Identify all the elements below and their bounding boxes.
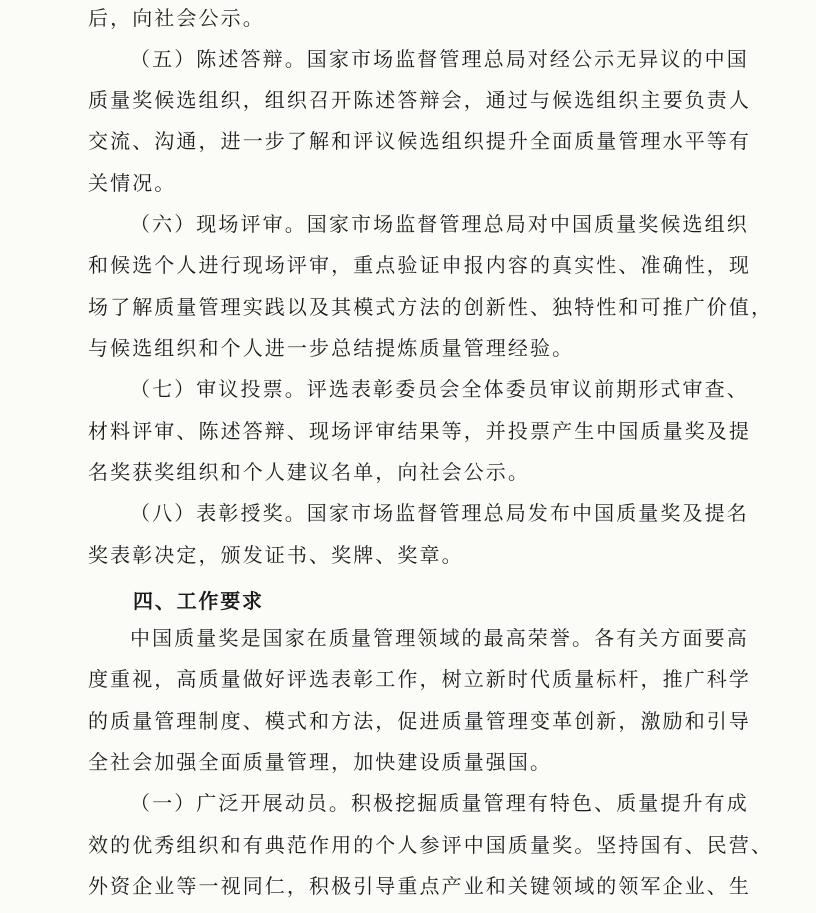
text-line-paragraph-start: 中国质量奖是国家在质量管理领域的最高荣誉。各有关方面要高 (130, 626, 749, 650)
text-line-paragraph-start: （七）审议投票。评选表彰委员会全体委员审议前期形式审查、 (130, 377, 749, 401)
text-line: 后，向社会公示。 (88, 6, 265, 30)
text-line: 名奖获奖组织和个人建议名单，向社会公示。 (88, 460, 530, 484)
text-line: 外资企业等一视同仁，积极引导重点产业和关键领域的领军企业、生 (88, 874, 751, 898)
text-line-paragraph-start: （一）广泛开展动员。积极挖掘质量管理有特色、质量提升有成 (130, 791, 749, 815)
text-line: 全社会加强全面质量管理，加快建设质量强国。 (88, 750, 553, 774)
text-line-paragraph-start: （五）陈述答辩。国家市场监督管理总局对经公示无异议的中国 (130, 47, 749, 71)
text-line: 奖表彰决定，颁发证书、奖牌、奖章。 (88, 543, 464, 567)
text-line-paragraph-start: （六）现场评审。国家市场监督管理总局对中国质量奖候选组织 (130, 212, 749, 236)
text-line: 关情况。 (88, 171, 177, 195)
text-line: 效的优秀组织和有典范作用的个人参评中国质量奖。坚持国有、民营、 (88, 833, 774, 857)
text-line-paragraph-start: （八）表彰授奖。国家市场监督管理总局发布中国质量奖及提名 (130, 501, 749, 525)
text-line: 和候选个人进行现场评审，重点验证申报内容的真实性、准确性，现 (88, 253, 751, 277)
text-line: 交流、沟通，进一步了解和评议候选组织提升全面质量管理水平等有 (88, 129, 751, 153)
text-line: 的质量管理制度、模式和方法，促进质量管理变革创新，激励和引导 (88, 709, 751, 733)
text-line: 场了解质量管理实践以及其模式方法的创新性、独特性和可推广价值， (88, 295, 774, 319)
text-line: 度重视，高质量做好评选表彰工作，树立新时代质量标杆，推广科学 (88, 667, 751, 691)
section-heading: 四、工作要求 (133, 589, 264, 613)
text-line: 材料评审、陈述答辩、现场评审结果等，并投票产生中国质量奖及提 (88, 419, 751, 443)
text-line: 与候选组织和个人进一步总结提炼质量管理经验。 (88, 336, 575, 360)
text-line: 质量奖候选组织，组织召开陈述答辩会，通过与候选组织主要负责人 (88, 88, 751, 112)
